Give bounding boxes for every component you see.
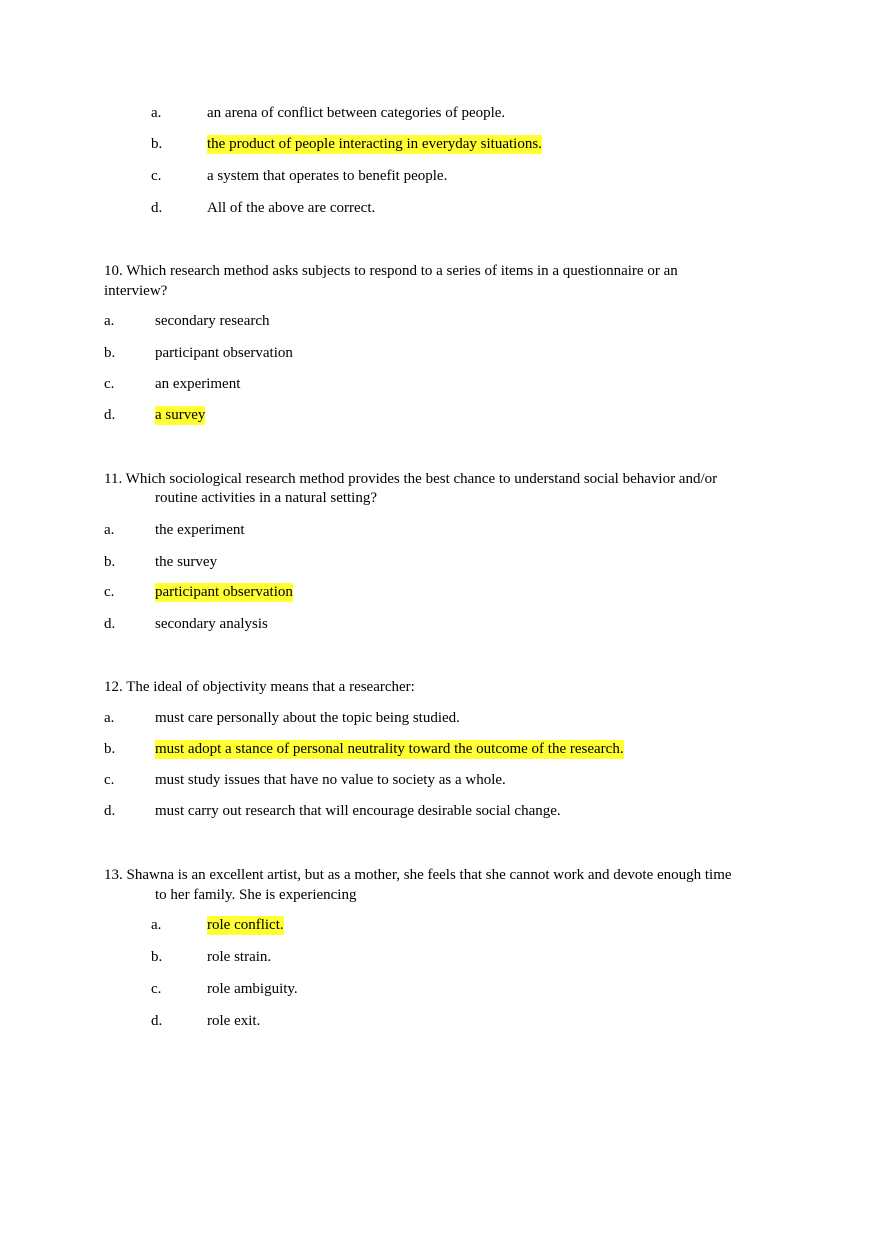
option-letter: a. xyxy=(104,710,115,726)
option-letter: c. xyxy=(104,376,115,392)
option-text: must study issues that have no value to society as a whole. xyxy=(155,772,506,788)
option-letter: b. xyxy=(151,949,163,965)
option-text: the survey xyxy=(155,554,218,570)
option-letter: b. xyxy=(104,741,116,757)
option-text: an experiment xyxy=(155,376,241,392)
option-letter: b. xyxy=(151,136,163,152)
option-text: secondary analysis xyxy=(155,616,268,632)
option-letter: a. xyxy=(104,313,115,329)
option-text-highlighted: participant observation xyxy=(155,584,293,600)
option-letter: c. xyxy=(151,168,162,184)
option-text: an arena of conflict between categories of people. xyxy=(207,105,506,121)
question-12-text-line1: 12. The ideal of objectivity means that a researcher: xyxy=(104,679,415,695)
option-letter: a. xyxy=(151,917,162,933)
option-text: role exit. xyxy=(207,1013,261,1029)
option-text: a system that operates to benefit people. xyxy=(207,168,448,184)
question-11-text-line2: routine activities in a natural setting? xyxy=(155,490,378,506)
option-text: must carry out research that will encourage desirable social change. xyxy=(155,803,561,819)
option-letter: c. xyxy=(104,584,115,600)
option-letter: d. xyxy=(151,1013,163,1029)
option-text: role strain. xyxy=(207,949,272,965)
option-text-highlighted: must adopt a stance of personal neutrality toward the outcome of the research. xyxy=(155,741,624,757)
option-letter: d. xyxy=(104,407,116,423)
option-text: participant observation xyxy=(155,345,293,361)
option-text-highlighted: a survey xyxy=(155,407,206,423)
question-13-text-line1: 13. Shawna is an excellent artist, but as a mother, she feels that she cannot work and devote enough time xyxy=(104,867,732,883)
question-11-text-line1: 11. Which sociological research method provides the best chance to understand social behavior and/or xyxy=(104,471,718,487)
option-text-highlighted: the product of people interacting in everyday situations. xyxy=(207,136,542,152)
option-text-highlighted: role conflict. xyxy=(207,917,284,933)
option-letter: d. xyxy=(104,616,116,632)
option-letter: a. xyxy=(151,105,162,121)
option-text: All of the above are correct. xyxy=(207,200,376,216)
option-text: role ambiguity. xyxy=(207,981,298,997)
option-letter: d. xyxy=(151,200,163,216)
option-letter: c. xyxy=(104,772,115,788)
question-10-text-line2: interview? xyxy=(104,283,168,299)
question-10-text-line1: 10. Which research method asks subjects to respond to a series of items in a questionnaire or an xyxy=(104,263,678,279)
option-text: the experiment xyxy=(155,522,245,538)
option-letter: a. xyxy=(104,522,115,538)
option-letter: b. xyxy=(104,554,116,570)
question-13-text-line2: to her family. She is experiencing xyxy=(155,887,357,903)
option-text: must care personally about the topic being studied. xyxy=(155,710,460,726)
option-letter: b. xyxy=(104,345,116,361)
option-text: secondary research xyxy=(155,313,270,329)
option-letter: d. xyxy=(104,803,116,819)
option-letter: c. xyxy=(151,981,162,997)
